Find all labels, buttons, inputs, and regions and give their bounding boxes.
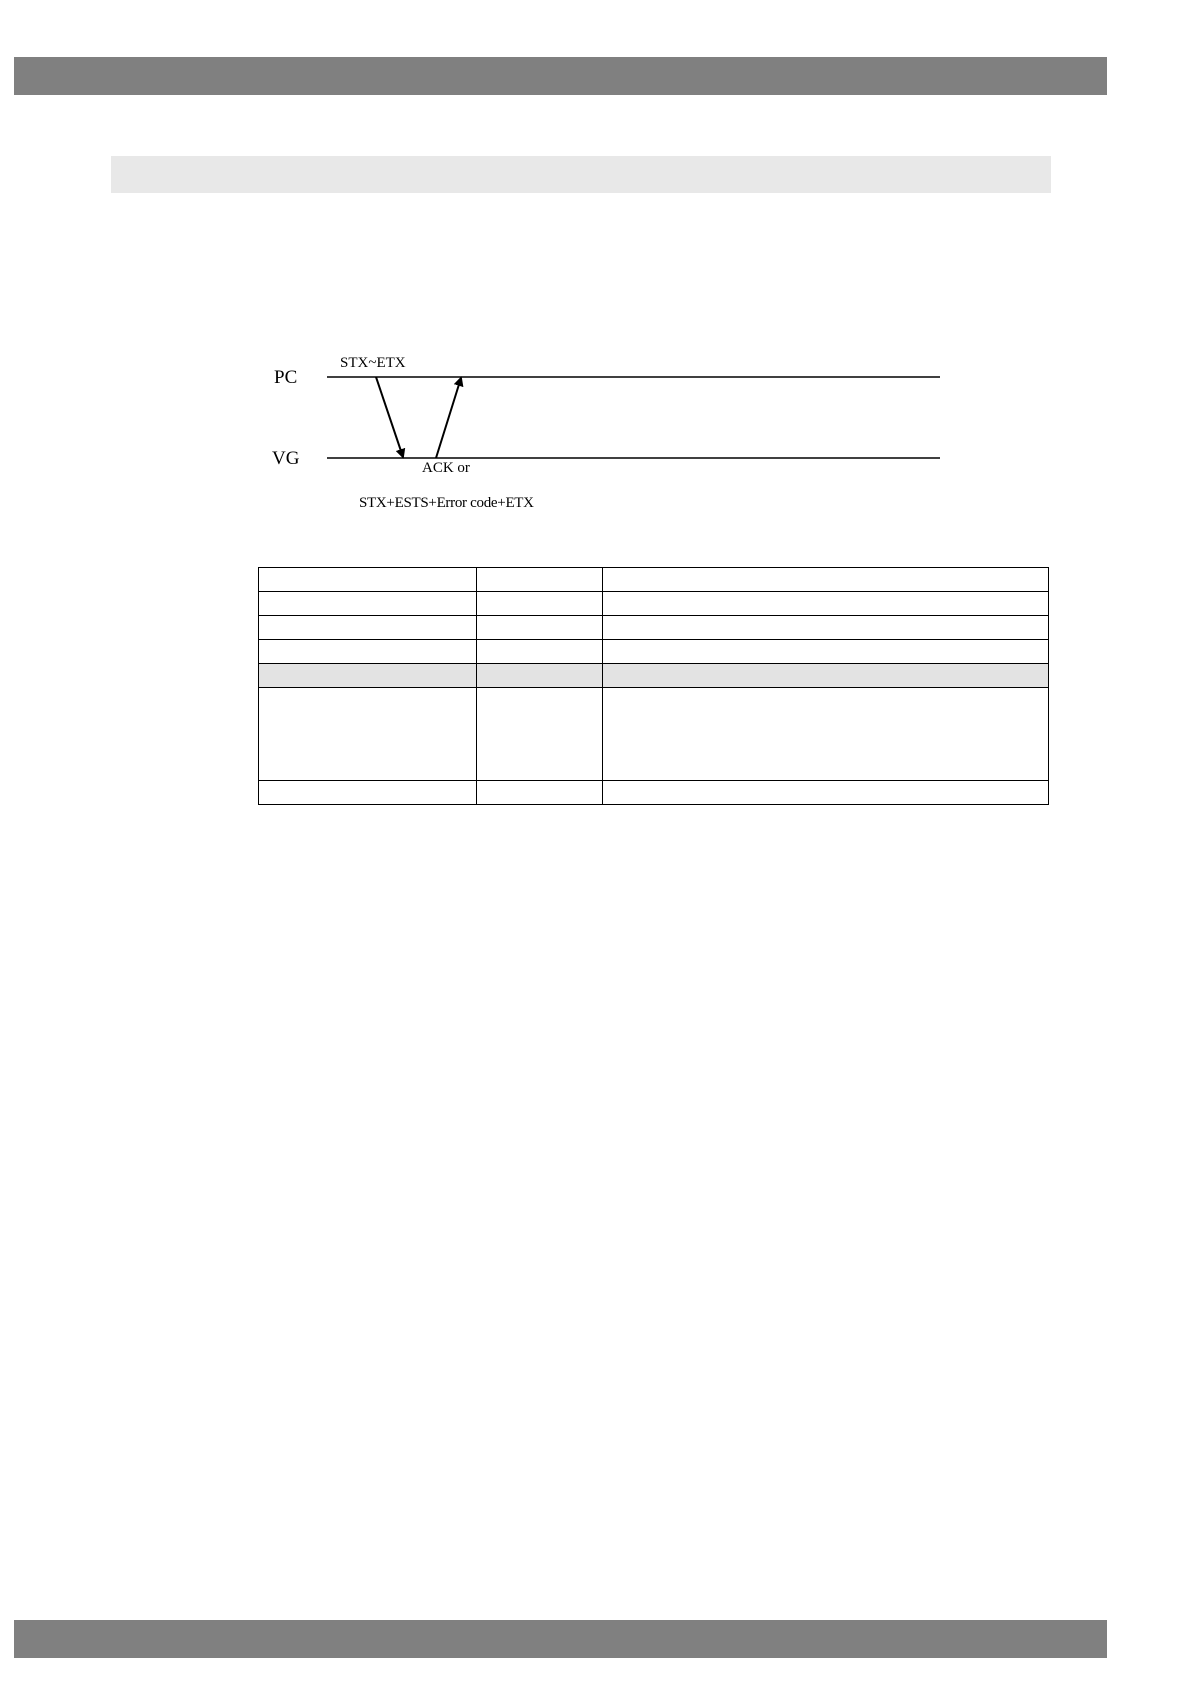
sequence-diagram [260, 345, 960, 520]
section-title-bar [111, 156, 1051, 193]
table-cell [603, 781, 1049, 805]
table-cell [477, 781, 603, 805]
table-cell [477, 616, 603, 640]
table-cell [603, 592, 1049, 616]
table-cell [259, 568, 477, 592]
table-cell [603, 640, 1049, 664]
table-cell [259, 640, 477, 664]
table-row [259, 781, 1049, 805]
table-cell [259, 781, 477, 805]
table-cell [603, 616, 1049, 640]
send-label: STX~ETX [340, 355, 406, 371]
error-reply-label: STX+ESTS+Error code+ETX [359, 495, 534, 511]
table-cell [477, 568, 603, 592]
table-cell [477, 592, 603, 616]
table-cell [259, 664, 477, 688]
table-row [259, 616, 1049, 640]
table-cell [603, 688, 1049, 781]
table-cell [477, 640, 603, 664]
table-cell [603, 568, 1049, 592]
table-row [259, 640, 1049, 664]
page-footer-bar [14, 1620, 1107, 1658]
pc-label: PC [274, 367, 298, 388]
page-header-bar [14, 57, 1107, 95]
table-row-tall [259, 688, 1049, 781]
vg-label: VG [272, 448, 300, 469]
table-row [259, 568, 1049, 592]
table-row [259, 592, 1049, 616]
table-cell [477, 688, 603, 781]
reply-label: ACK or [422, 460, 470, 476]
send-arrow [376, 377, 403, 457]
command-table [258, 567, 1049, 805]
table-cell [259, 688, 477, 781]
reply-arrow [436, 378, 461, 458]
table-row-shaded [259, 664, 1049, 688]
table-cell [477, 664, 603, 688]
table-cell [259, 616, 477, 640]
table-cell [259, 592, 477, 616]
table-cell [603, 664, 1049, 688]
